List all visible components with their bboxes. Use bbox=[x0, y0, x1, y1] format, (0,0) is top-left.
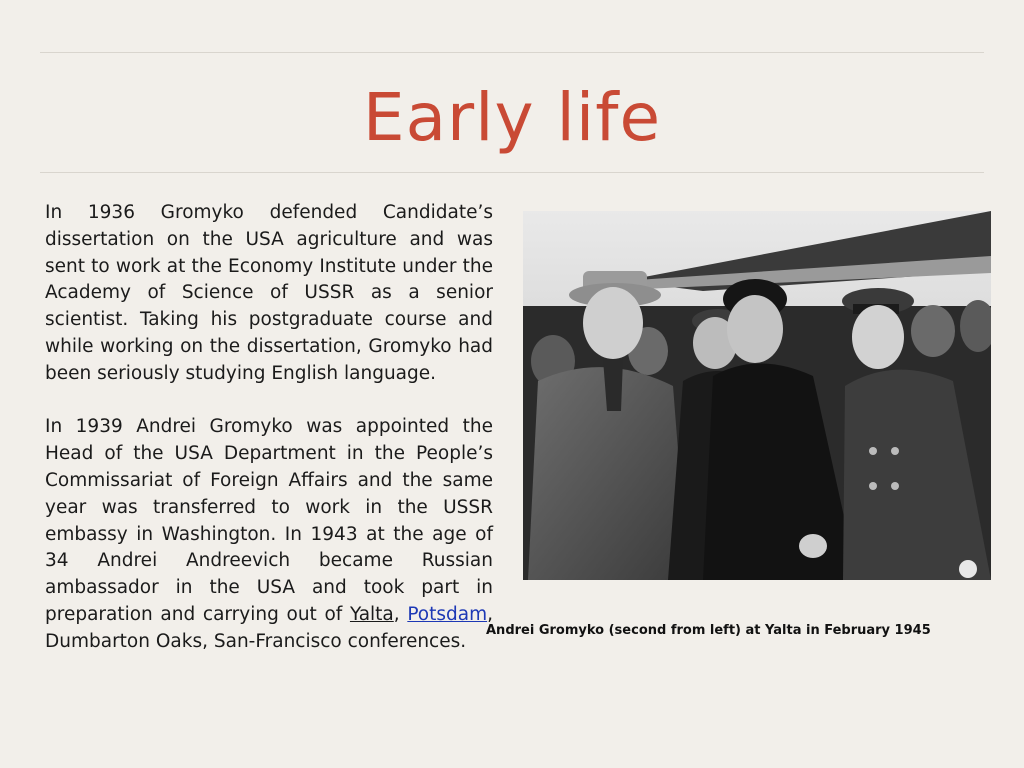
title-divider bbox=[40, 172, 984, 173]
photo-illustration bbox=[523, 211, 991, 580]
potsdam-link[interactable]: Potsdam bbox=[407, 603, 488, 625]
paragraph-2 bbox=[45, 414, 493, 655]
paragraph-1: In 1936 Gromyko defended Candidate’s dissertation on the USA agriculture and was sent to work at the Economy Institute under the Academy of Science of USSR as a senior scientist. Taking his postgraduate course and while working on the dissertation, Gromyko had been seriously studying English language. bbox=[45, 202, 493, 384]
body-text bbox=[45, 200, 493, 656]
paragraph-2-text: In 1939 Andrei Gromyko was appointed the Head of the USA Department in the People’s Commissariat of Foreign Affairs and the same year was transferred to work in the USSR embassy in Washington. In 1943 at the age of 34 Andrei Andreevich became Russian ambassador in the USA and took part in preparation and carrying out of bbox=[45, 416, 493, 625]
yalta-link[interactable]: Yalta bbox=[349, 603, 394, 625]
historical-photo bbox=[523, 211, 991, 580]
paragraph-2-end: , Dumbarton Oaks, San-Francisco conferences. bbox=[45, 603, 494, 652]
slide-title: Early life bbox=[362, 79, 662, 156]
link-separator: , bbox=[393, 603, 408, 625]
photo-caption: Andrei Gromyko (second from left) at Yalta in February 1945 bbox=[486, 623, 931, 638]
top-divider bbox=[40, 52, 984, 53]
